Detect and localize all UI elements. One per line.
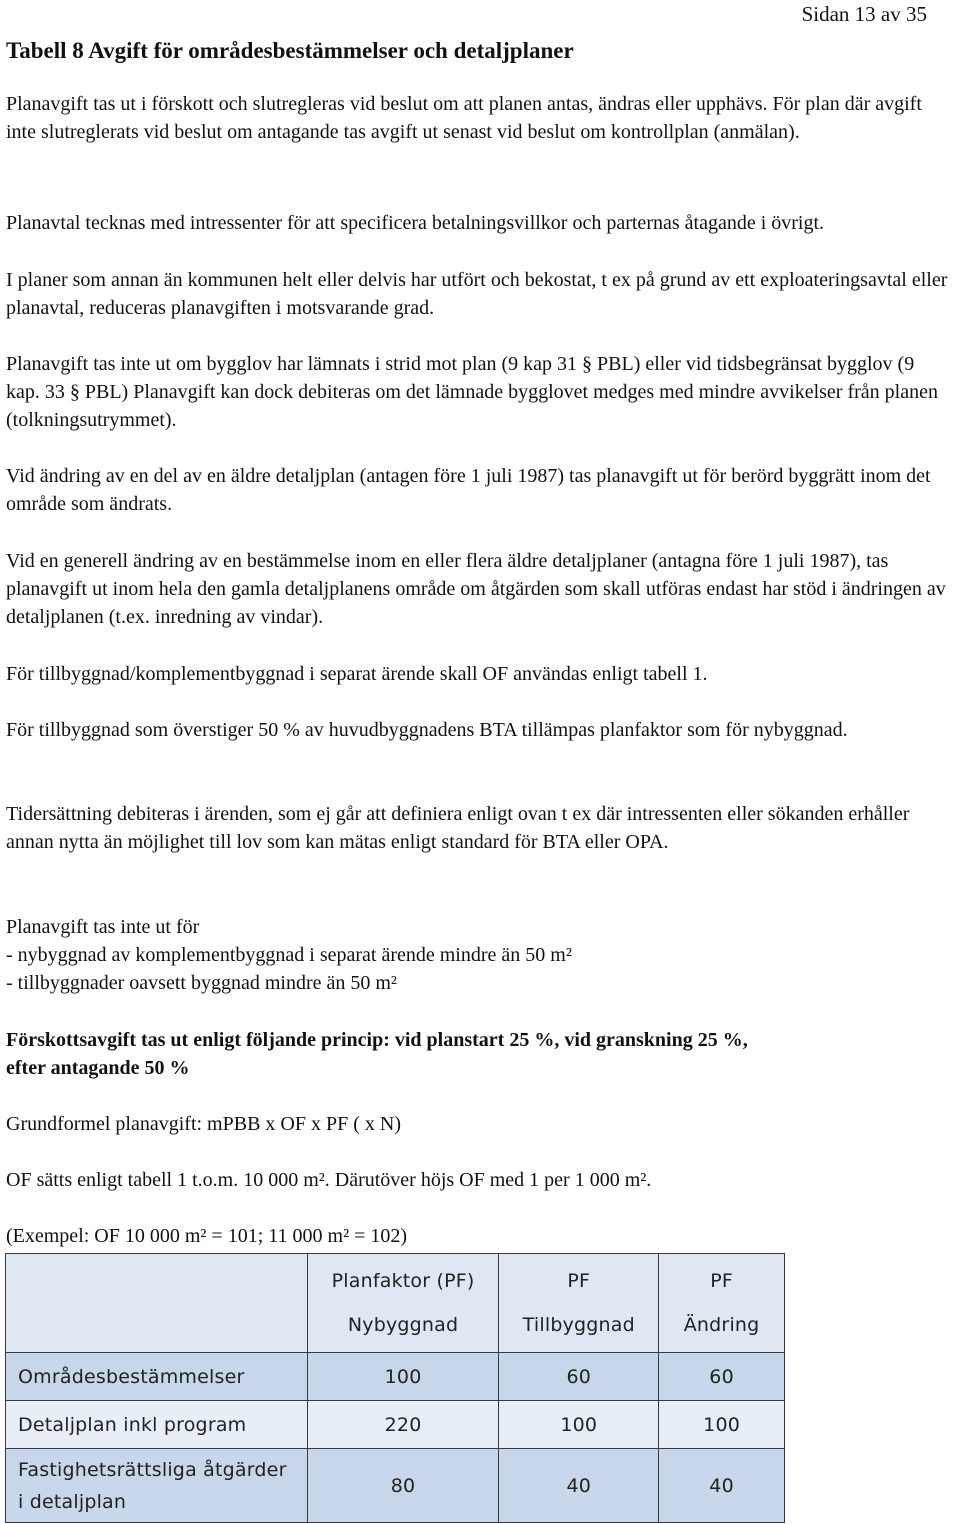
paragraph-exempel: (Exempel: OF 10 000 m² = 101; 11 000 m² = 102) xyxy=(6,1225,408,1247)
cell-value: 60 xyxy=(659,1353,785,1401)
cell-value: 100 xyxy=(659,1401,785,1449)
page-title: Tabell 8 Avgift för områdesbestämmelser och detaljplaner xyxy=(6,38,574,63)
paragraph-grundformel: Grundformel planavgift: mPBB x OF x PF ( x N) xyxy=(6,1113,401,1135)
cell-value: 100 xyxy=(499,1401,659,1449)
undantag-item-tillbyggnader: - tillbyggnader oavsett byggnad mindre än 50 m² xyxy=(6,972,397,994)
header-line2: Ändring xyxy=(683,1314,760,1336)
header-line2: Nybyggnad xyxy=(347,1314,459,1336)
row-label: Områdesbestämmelser xyxy=(6,1353,308,1401)
cell-value: 40 xyxy=(499,1449,659,1523)
cell-value: 40 xyxy=(659,1449,785,1523)
row-label-line2: i detaljplan xyxy=(18,1490,127,1513)
undantag-item-komplementbyggnad: - nybyggnad av komplementbyggnad i separat ärende mindre än 50 m² xyxy=(6,944,572,966)
table-row xyxy=(6,1401,785,1449)
paragraph-generell-andring: Vid en generell ändring av en bestämmelse inom en eller flera äldre detaljplaner (antagna före 1 juli 1987), tas planavgift ut inom hela den gamla detaljplanens område om åtgärden som skall utföras endast har stöd i ändringen av detaljplanen (t.ex. inredning av vindar). xyxy=(6,550,946,628)
cell-value: 100 xyxy=(307,1353,499,1401)
row-label xyxy=(6,1449,308,1523)
paragraph-reducerad-planavgift: I planer som annan än kommunen helt eller delvis har utfört och bekostat, t ex på grund av ett exploateringsavtal eller planavtal, reduceras planavgiften i motsvarande grad. xyxy=(6,269,948,319)
table-header-andring xyxy=(659,1254,785,1353)
paragraph-of-regel: OF sätts enligt tabell 1 t.o.m. 10 000 m². Därutöver höjs OF med 1 per 1 000 m². xyxy=(6,1169,652,1191)
row-label: Detaljplan inkl program xyxy=(6,1401,308,1449)
paragraph-forskottsavgift: Förskottsavgift tas ut enligt följande princip: vid planstart 25 %, vid granskning 25 %, efter antagande 50 % xyxy=(6,1029,748,1079)
table-row xyxy=(6,1353,785,1401)
paragraph-planavgift-forskott: Planavgift tas ut i förskott och slutregleras vid beslut om att planen antas, ändras eller upphävs. För plan där avgift inte slutreglerats vid beslut om antagande tas avgift ut senast vid beslut om kontrollplan (anmälan). xyxy=(6,93,922,143)
table-header-row xyxy=(6,1254,785,1353)
paragraph-planavtal: Planavtal tecknas med intressenter för att specificera betalningsvillkor och parternas åtagande i övrigt. xyxy=(6,212,825,234)
cell-value: 60 xyxy=(499,1353,659,1401)
header-line2: Tillbyggnad xyxy=(522,1314,635,1336)
paragraph-tillbyggnad-komplement: För tillbyggnad/komplementbyggnad i separat ärende skall OF användas enligt tabell 1. xyxy=(6,663,708,685)
paragraph-tidersattning: Tidersättning debiteras i ärenden, som ej går att definiera enligt ovan t ex där intressenten eller sökanden erhåller annan nytta än möjlighet till lov som kan mätas enligt standard för BTA eller OPA. xyxy=(6,803,910,853)
header-line1: Planfaktor (PF) xyxy=(331,1270,475,1292)
planfaktor-table xyxy=(5,1253,785,1523)
header-line1: PF xyxy=(567,1270,591,1292)
row-label-line1: Fastighetsrättsliga åtgärder xyxy=(18,1458,287,1481)
cell-value: 220 xyxy=(307,1401,499,1449)
cell-value: 80 xyxy=(307,1449,499,1523)
paragraph-planavgift-undantag xyxy=(6,913,951,997)
undantag-heading: Planavgift tas inte ut för xyxy=(6,916,200,938)
table-header-empty xyxy=(6,1254,308,1353)
table-row xyxy=(6,1449,785,1523)
table-header-tillbyggnad xyxy=(499,1254,659,1353)
paragraph-bygglov-strid-mot-plan: Planavgift tas inte ut om bygglov har lämnats i strid mot plan (9 kap 31 § PBL) eller vid tidsbegränsat bygglov (9 kap. 33 § PBL) Planavgift kan dock debiteras om det lämnade bygglovet medges med mindre avvikelser från planen (tolkningsutrymmet). xyxy=(6,353,938,431)
header-line1: PF xyxy=(710,1270,733,1292)
table-header-nybyggnad xyxy=(307,1254,499,1353)
paragraph-andring-aldre-detaljplan: Vid ändring av en del av en äldre detaljplan (antagen före 1 juli 1987) tas planavgift ut för berörd byggrätt inom det område som ändrats. xyxy=(6,465,931,515)
paragraph-tillbyggnad-over-50: För tillbyggnad som överstiger 50 % av huvudbyggnadens BTA tillämpas planfaktor som för nybyggnad. xyxy=(6,719,848,741)
page-number: Sidan 13 av 35 xyxy=(801,2,927,26)
